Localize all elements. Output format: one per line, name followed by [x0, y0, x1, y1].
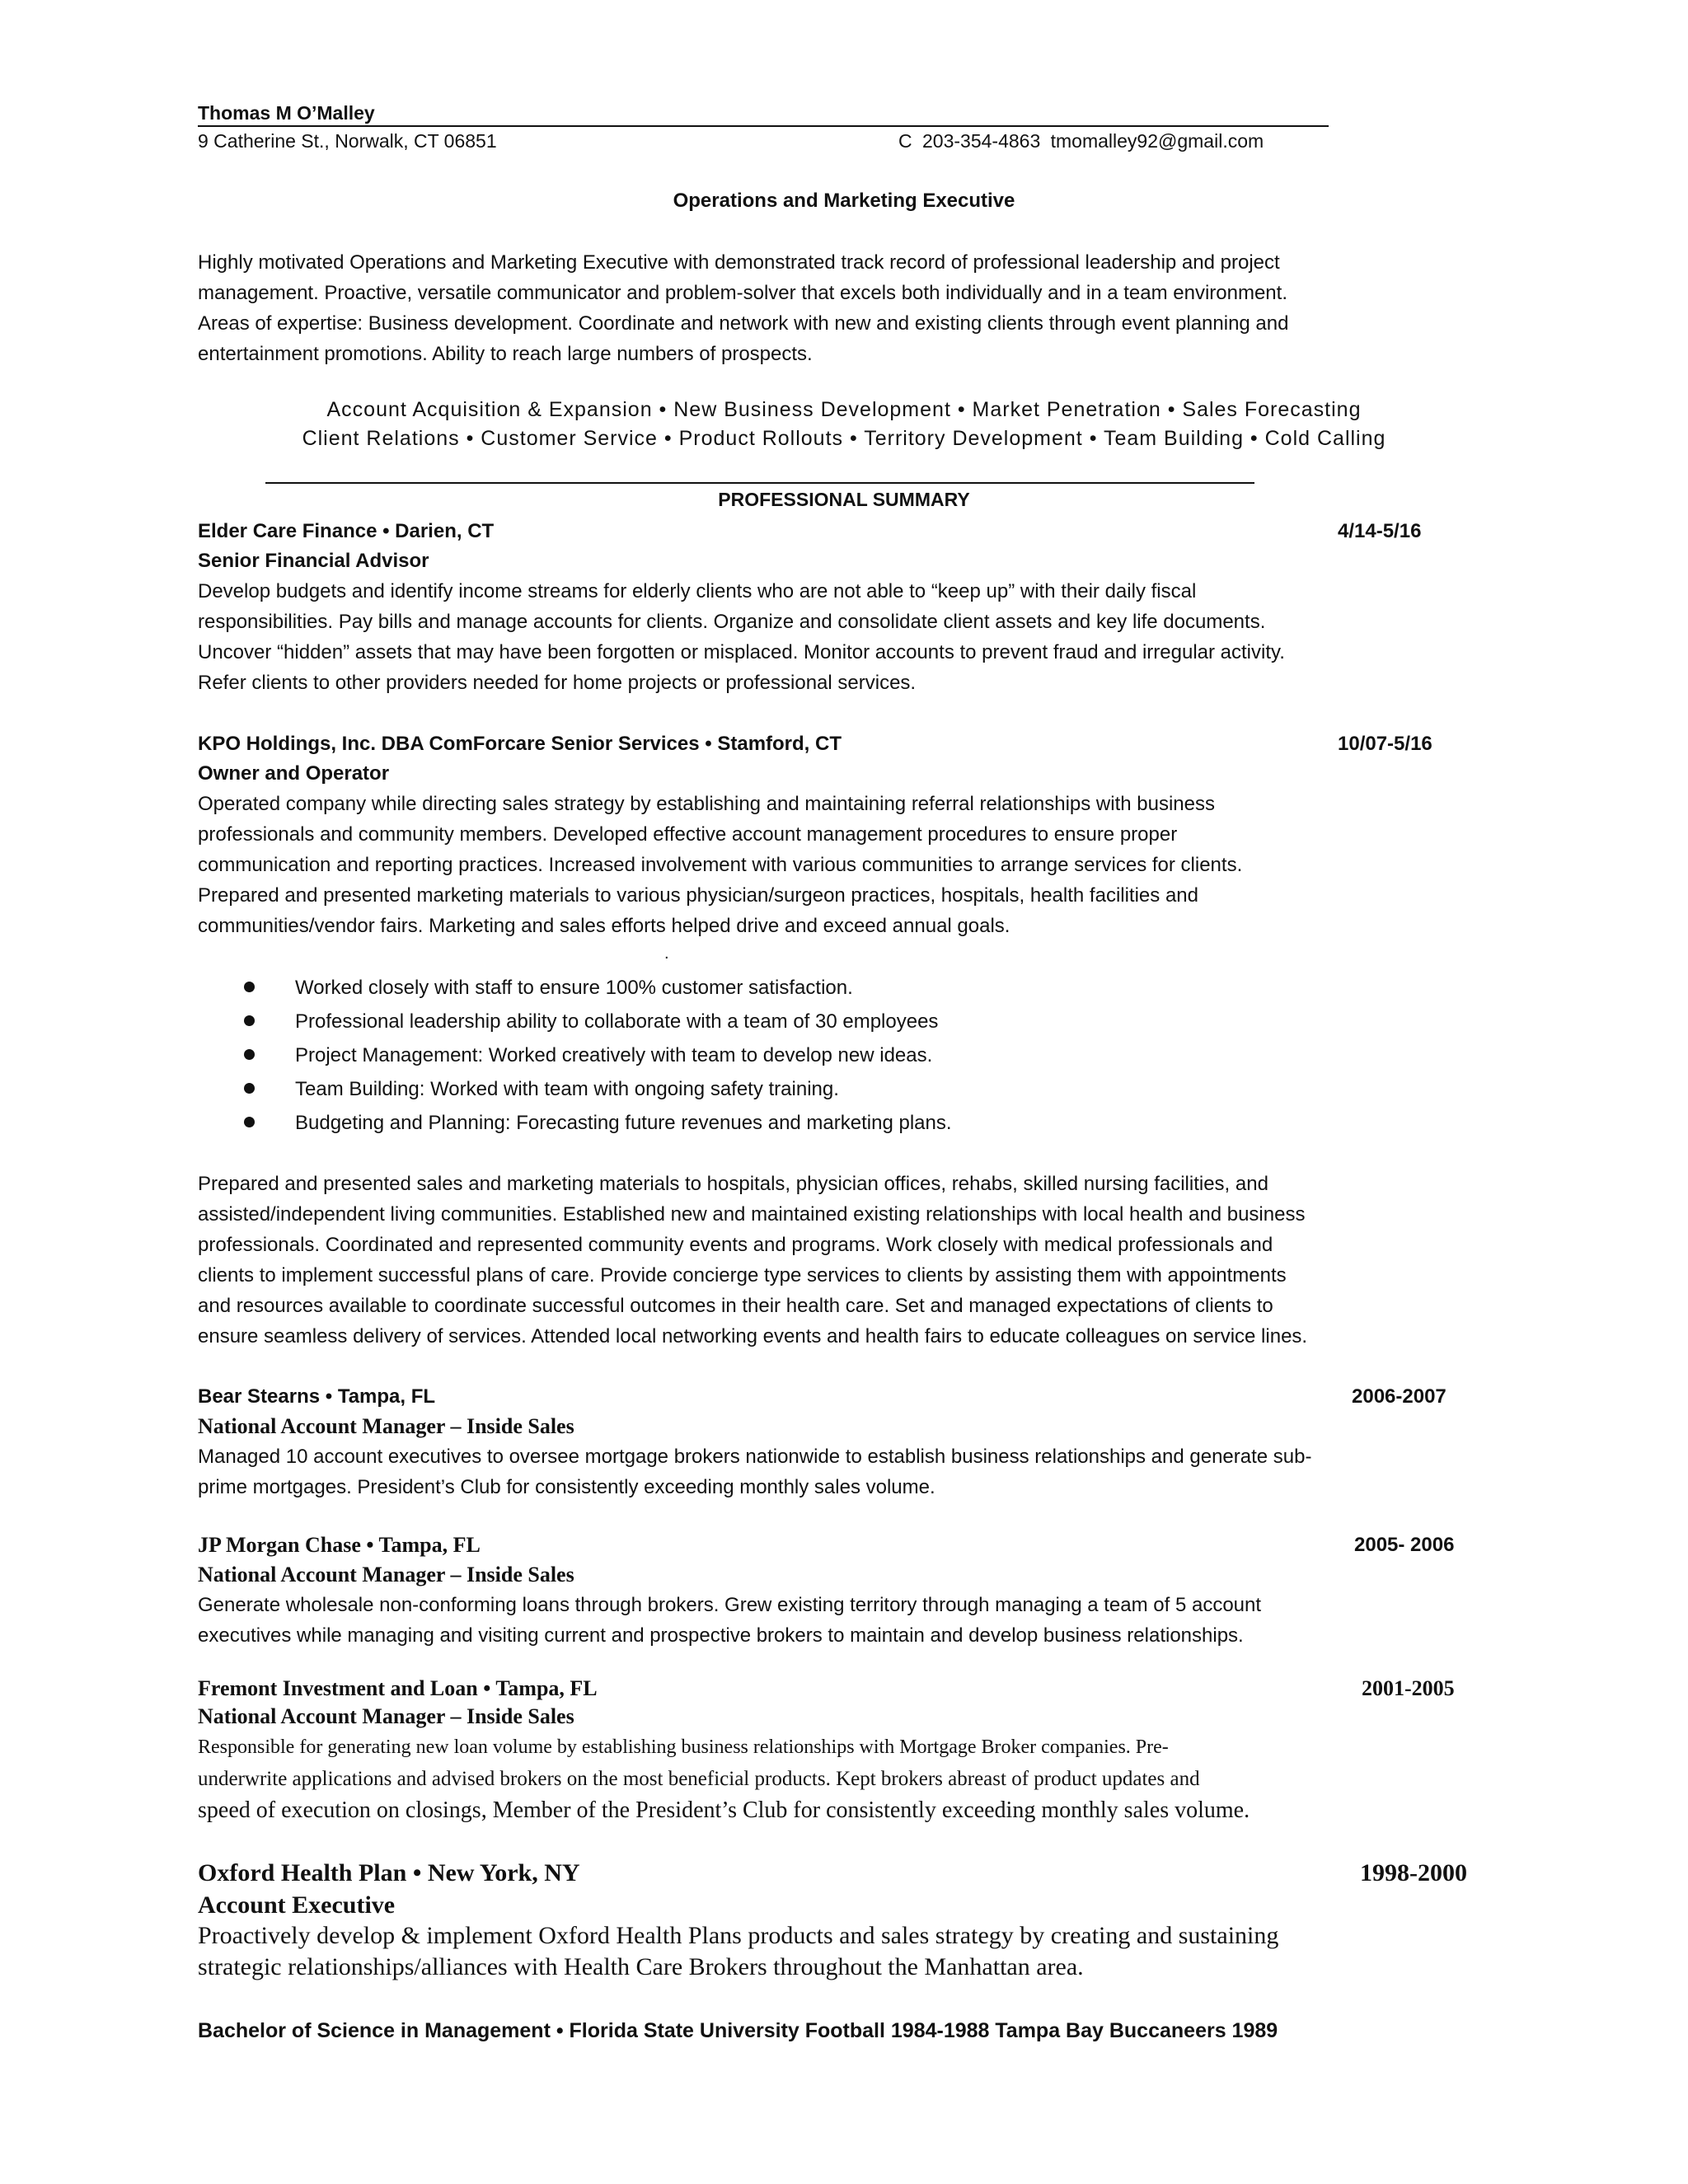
job-line: communication and reporting practices. Increased involvement with various communities to arrange services for clients.: [198, 854, 1243, 876]
job-company: Bear Stearns • Tampa, FL: [198, 1385, 436, 1408]
job-company: KPO Holdings, Inc. DBA ComForcare Senior Services • Stamford, CT: [198, 733, 842, 755]
job-line: Proactively develop & implement Oxford Health Plans products and sales strategy by creating and sustaining: [198, 1922, 1279, 1949]
job-company: JP Morgan Chase • Tampa, FL: [198, 1533, 481, 1557]
job-role: Account Executive: [198, 1891, 396, 1919]
bullet-item: [198, 1072, 1434, 1106]
bullet-text: Worked closely with staff to ensure 100% customer satisfaction.: [295, 977, 853, 999]
job-line: strategic relationships/alliances with Health Care Brokers throughout the Manhattan area.: [198, 1953, 1084, 1980]
job-line: responsibilities. Pay bills and manage accounts for clients. Organize and consolidate client assets and key life documents.: [198, 611, 1266, 633]
skills-line: Client Relations • Customer Service • Product Rollouts • Territory Development • Team Building • Cold Calling: [302, 427, 1386, 450]
name-underline: [198, 125, 1329, 127]
job-line: Managed 10 account executives to oversee mortgage brokers nationwide to establish business relationships and generate sub-: [198, 1446, 1312, 1468]
job-line: Prepared and presented marketing materials to various physician/surgeon practices, hospitals, health facilities and: [198, 884, 1198, 907]
section-title: PROFESSIONAL SUMMARY: [718, 489, 970, 510]
job-line: ensure seamless delivery of services. Attended local networking events and health fairs to educate colleagues on service lines.: [198, 1325, 1308, 1347]
job-dates: 2001-2005: [1362, 1676, 1455, 1700]
job-role: Owner and Operator: [198, 762, 390, 785]
job-header: [198, 729, 1484, 758]
bullet-icon: [244, 1049, 255, 1060]
job-company: Elder Care Finance • Darien, CT: [198, 520, 495, 542]
headline: Operations and Marketing Executive: [673, 190, 1015, 212]
bullet-text: Team Building: Worked with team with ongoing safety training.: [295, 1078, 839, 1100]
job-line: Uncover “hidden” assets that may have been forgotten or misplaced. Monitor accounts to prevent fraud and irregular activity.: [198, 641, 1285, 663]
job-entry: [198, 1530, 1484, 1651]
bullet-icon: [244, 1083, 255, 1094]
bullet-icon: [244, 1117, 255, 1127]
job-header: [198, 1530, 1484, 1559]
job-role: Senior Financial Advisor: [198, 550, 429, 572]
job-header: [198, 1676, 1484, 1703]
job-paragraph: [198, 1169, 1484, 1352]
bullet-text: Professional leadership ability to collaborate with a team of 30 employees: [295, 1010, 939, 1033]
contact-info: C 203-354-4863 tmomalley92@gmail.com: [898, 130, 1264, 152]
job-header: [198, 1381, 1484, 1411]
job-line: speed of execution on closings, Member of the President’s Club for consistently exceeding monthly sales volume.: [198, 1797, 1250, 1823]
job-company: Oxford Health Plan • New York, NY: [198, 1859, 580, 1886]
address: 9 Catherine St., Norwalk, CT 06851: [198, 130, 497, 152]
bullet-item: [198, 1005, 1434, 1038]
job-line: Refer clients to other providers needed for home projects or professional services.: [198, 672, 917, 694]
bullet-icon: [244, 1015, 255, 1026]
job-dates: 4/14-5/16: [1338, 520, 1422, 542]
job-entry: [198, 1676, 1484, 1826]
summary-line: Areas of expertise: Business development. Coordinate and network with new and existing clients through event planning and: [198, 312, 1289, 335]
bullet-item: [198, 971, 1434, 1005]
skills-line: Account Acquisition & Expansion • New Business Development • Market Penetration • Sales Forecasting: [326, 398, 1362, 421]
skills-list: [0, 396, 1688, 453]
summary-paragraph: [198, 247, 1492, 369]
education-line: Bachelor of Science in Management • Florida State University Football 1984-1988 Tampa Bay Buccaneers 1989: [198, 2019, 1278, 2042]
job-line: Responsible for generating new loan volume by establishing business relationships with Mortgage Broker companies. Pre-: [198, 1736, 1169, 1758]
job-dates: 2005- 2006: [1354, 1534, 1455, 1556]
job-line: Develop budgets and identify income streams for elderly clients who are not able to “keep up” with their daily fiscal: [198, 580, 1197, 602]
job-line: clients to implement successful plans of care. Provide concierge type services to clients by assisting them with appointments: [198, 1264, 1287, 1286]
summary-line: entertainment promotions. Ability to reach large numbers of prospects.: [198, 343, 813, 365]
job-line: Operated company while directing sales strategy by establishing and maintaining referral relationships with business: [198, 793, 1215, 815]
job-dates: 2006-2007: [1352, 1385, 1447, 1408]
bullet-text: Budgeting and Planning: Forecasting future revenues and marketing plans.: [295, 1112, 952, 1134]
job-entry: [198, 729, 1484, 941]
job-entry: [198, 1859, 1484, 1983]
bullet-item: [198, 1038, 1434, 1072]
bullet-text: Project Management: Worked creatively with team to develop new ideas.: [295, 1044, 933, 1066]
stray-mark: .: [664, 944, 669, 963]
job-line: and resources available to coordinate successful outcomes in their health care. Set and managed expectations of clients to: [198, 1295, 1273, 1317]
job-role: National Account Manager – Inside Sales: [198, 1704, 574, 1728]
section-divider: [265, 482, 1254, 484]
summary-line: management. Proactive, versatile communicator and problem-solver that excels both individually and in a team environment.: [198, 282, 1287, 304]
job-dates: 10/07-5/16: [1338, 733, 1432, 755]
job-line: professionals and community members. Developed effective account management procedures to ensure proper: [198, 823, 1178, 846]
bullet-list: [198, 971, 1434, 1140]
job-company: Fremont Investment and Loan • Tampa, FL: [198, 1676, 598, 1700]
summary-line: Highly motivated Operations and Marketing Executive with demonstrated track record of professional leadership and project: [198, 251, 1280, 274]
job-line: Generate wholesale non-conforming loans through brokers. Grew existing territory through managing a team of 5 account: [198, 1594, 1262, 1616]
candidate-name: Thomas M O’Malley: [198, 102, 375, 124]
job-line: communities/vendor fairs. Marketing and sales efforts helped drive and exceed annual goals.: [198, 915, 1010, 937]
job-entry: [198, 1381, 1484, 1502]
job-header: [198, 1859, 1484, 1891]
bullet-item: [198, 1106, 1434, 1140]
job-line: assisted/independent living communities. Established new and maintained existing relationships with local health and business: [198, 1203, 1306, 1226]
job-role: National Account Manager – Inside Sales: [198, 1563, 574, 1586]
job-line: Prepared and presented sales and marketing materials to hospitals, physician offices, rehabs, skilled nursing facilities, and: [198, 1173, 1268, 1195]
job-role: National Account Manager – Inside Sales: [198, 1414, 574, 1438]
job-line: executives while managing and visiting current and prospective brokers to maintain and develop business relationships.: [198, 1624, 1244, 1647]
job-line: prime mortgages. President’s Club for consistently exceeding monthly sales volume.: [198, 1476, 935, 1498]
job-dates: 1998-2000: [1360, 1859, 1467, 1886]
job-line: underwrite applications and advised brokers on the most beneficial products. Kept brokers abreast of product updates and: [198, 1768, 1200, 1790]
job-entry: [198, 516, 1484, 698]
job-header: [198, 516, 1484, 546]
bullet-icon: [244, 982, 255, 992]
job-line: professionals. Coordinated and represented community events and programs. Work closely with medical professionals and: [198, 1234, 1273, 1256]
